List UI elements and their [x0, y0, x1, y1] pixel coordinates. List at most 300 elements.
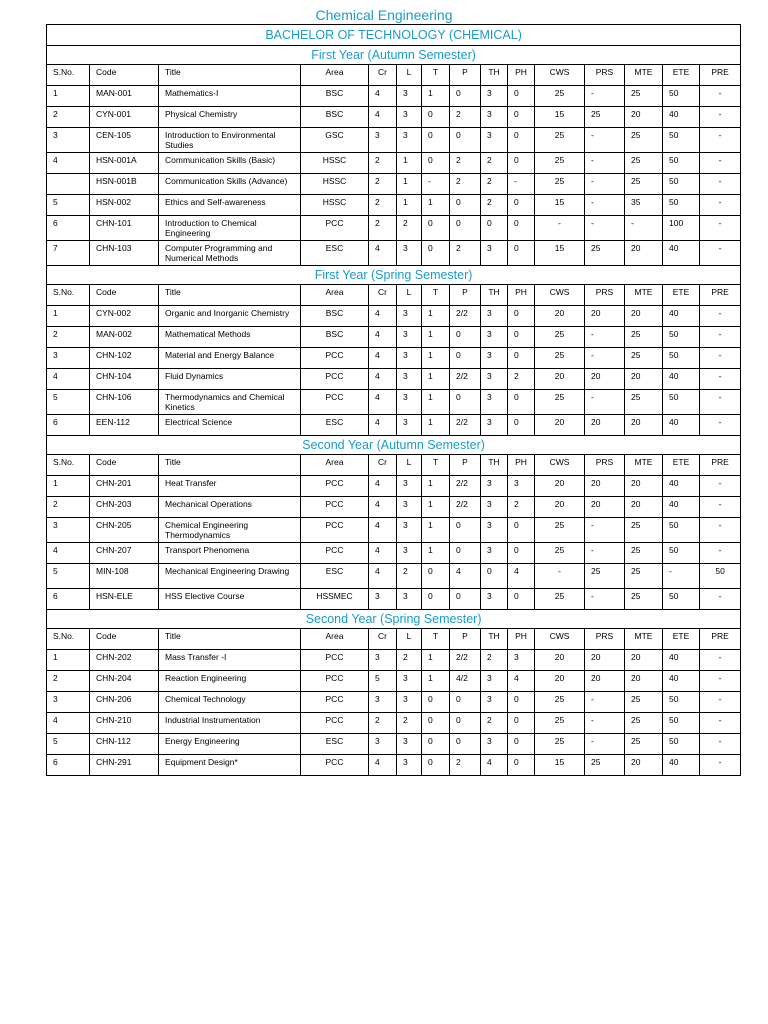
cell-t: 1	[422, 543, 450, 564]
column-header-area: Area	[301, 285, 369, 306]
cell-p: 2/2	[450, 369, 481, 390]
cell-p: 2	[450, 107, 481, 128]
cell-prs: -	[585, 216, 625, 241]
column-header-title: Title	[159, 629, 301, 650]
cell-code: EEN-112	[90, 415, 159, 436]
cell-p: 2	[450, 755, 481, 776]
column-header-area: Area	[301, 629, 369, 650]
cell-ete: 50	[663, 153, 700, 174]
cell-cws: 20	[535, 497, 585, 518]
cell-pre: -	[700, 755, 741, 776]
cell-mte: 25	[625, 543, 663, 564]
cell-mte: 25	[625, 86, 663, 107]
cell-ete: 50	[663, 128, 700, 153]
cell-cr: 2	[369, 713, 397, 734]
column-header-prs: PRS	[585, 629, 625, 650]
cell-th: 3	[481, 518, 508, 543]
cell-pre: 50	[700, 564, 741, 589]
cell-title: Introduction to Environmental Studies	[159, 128, 301, 153]
cell-sno: 3	[47, 128, 90, 153]
cell-cr: 4	[369, 107, 397, 128]
table-row	[47, 216, 741, 241]
cell-code: HSN-001B	[90, 174, 159, 195]
column-header-row	[47, 455, 741, 476]
cell-code: MAN-002	[90, 327, 159, 348]
cell-title: Mathematics-I	[159, 86, 301, 107]
cell-th: 3	[481, 369, 508, 390]
cell-l: 3	[397, 497, 422, 518]
cell-ph: 0	[508, 128, 535, 153]
cell-mte: 20	[625, 415, 663, 436]
cell-th: 3	[481, 671, 508, 692]
cell-ete: 50	[663, 518, 700, 543]
column-header-t: T	[422, 455, 450, 476]
cell-area: PCC	[301, 390, 369, 415]
column-header-title: Title	[159, 65, 301, 86]
cell-title: Communication Skills (Basic)	[159, 153, 301, 174]
table-row	[47, 128, 741, 153]
cell-th: 3	[481, 497, 508, 518]
cell-ete: 50	[663, 692, 700, 713]
column-header-prs: PRS	[585, 455, 625, 476]
cell-cws: 15	[535, 241, 585, 266]
cell-area: HSSMEC	[301, 589, 369, 610]
cell-cr: 4	[369, 348, 397, 369]
cell-l: 3	[397, 369, 422, 390]
cell-mte: 25	[625, 734, 663, 755]
table-row	[47, 306, 741, 327]
cell-th: 3	[481, 86, 508, 107]
column-header-p: P	[450, 455, 481, 476]
cell-area: PCC	[301, 216, 369, 241]
cell-t: 1	[422, 327, 450, 348]
cell-title: Material and Energy Balance	[159, 348, 301, 369]
cell-cws: 20	[535, 650, 585, 671]
cell-cr: 3	[369, 734, 397, 755]
cell-p: 0	[450, 195, 481, 216]
cell-ete: 40	[663, 755, 700, 776]
cell-ete: -	[663, 564, 700, 589]
column-header-p: P	[450, 65, 481, 86]
cell-area: PCC	[301, 713, 369, 734]
cell-ph: 0	[508, 348, 535, 369]
cell-t: 1	[422, 390, 450, 415]
cell-code: HSN-001A	[90, 153, 159, 174]
column-header-pre: PRE	[700, 455, 741, 476]
cell-ph: 0	[508, 415, 535, 436]
table-row	[47, 327, 741, 348]
cell-ete: 40	[663, 476, 700, 497]
cell-t: 1	[422, 369, 450, 390]
cell-t: 0	[422, 564, 450, 589]
column-header-ph: PH	[508, 455, 535, 476]
cell-t: 0	[422, 216, 450, 241]
cell-cws: 25	[535, 543, 585, 564]
cell-mte: 25	[625, 390, 663, 415]
table-row	[47, 518, 741, 543]
cell-sno: 4	[47, 153, 90, 174]
cell-cr: 4	[369, 390, 397, 415]
column-header-cr: Cr	[369, 285, 397, 306]
table-row	[47, 348, 741, 369]
cell-ph: 0	[508, 543, 535, 564]
cell-ph: 0	[508, 241, 535, 266]
section-heading: First Year (Spring Semester)	[47, 266, 741, 285]
cell-p: 2/2	[450, 306, 481, 327]
cell-th: 3	[481, 107, 508, 128]
cell-prs: -	[585, 153, 625, 174]
cell-cws: 25	[535, 692, 585, 713]
cell-area: PCC	[301, 476, 369, 497]
cell-sno: 2	[47, 107, 90, 128]
cell-ete: 50	[663, 390, 700, 415]
cell-th: 3	[481, 476, 508, 497]
section-heading: First Year (Autumn Semester)	[47, 46, 741, 65]
column-header-sno: S.No.	[47, 285, 90, 306]
cell-code: CHN-202	[90, 650, 159, 671]
cell-cr: 2	[369, 153, 397, 174]
column-header-code: Code	[90, 455, 159, 476]
cell-ete: 40	[663, 107, 700, 128]
section-heading-row	[47, 436, 741, 455]
column-header-t: T	[422, 285, 450, 306]
cell-l: 1	[397, 153, 422, 174]
column-header-cws: CWS	[535, 65, 585, 86]
column-header-l: L	[397, 65, 422, 86]
cell-area: PCC	[301, 369, 369, 390]
cell-pre: -	[700, 128, 741, 153]
cell-mte: 25	[625, 518, 663, 543]
cell-ete: 40	[663, 415, 700, 436]
cell-ete: 50	[663, 195, 700, 216]
cell-pre: -	[700, 650, 741, 671]
cell-l: 1	[397, 195, 422, 216]
cell-ete: 50	[663, 543, 700, 564]
table-row	[47, 369, 741, 390]
cell-th: 3	[481, 734, 508, 755]
cell-sno: 4	[47, 369, 90, 390]
cell-code: CHN-112	[90, 734, 159, 755]
cell-l: 3	[397, 415, 422, 436]
column-header-ete: ETE	[663, 629, 700, 650]
cell-mte: 25	[625, 128, 663, 153]
table-row	[47, 241, 741, 266]
column-header-ete: ETE	[663, 65, 700, 86]
cell-t: 0	[422, 241, 450, 266]
degree-banner: BACHELOR OF TECHNOLOGY (CHEMICAL)	[47, 25, 741, 46]
cell-sno: 6	[47, 589, 90, 610]
cell-l: 3	[397, 241, 422, 266]
column-header-code: Code	[90, 285, 159, 306]
cell-t: 1	[422, 415, 450, 436]
cell-prs: -	[585, 128, 625, 153]
cell-area: HSSC	[301, 174, 369, 195]
cell-code: CYN-001	[90, 107, 159, 128]
cell-th: 0	[481, 564, 508, 589]
column-header-p: P	[450, 285, 481, 306]
cell-title: Computer Programming and Numerical Methods	[159, 241, 301, 266]
cell-mte: 25	[625, 692, 663, 713]
cell-mte: 20	[625, 369, 663, 390]
cell-ete: 50	[663, 174, 700, 195]
table-row	[47, 713, 741, 734]
section-heading: Second Year (Spring Semester)	[47, 610, 741, 629]
cell-sno: 2	[47, 327, 90, 348]
cell-cws: 20	[535, 415, 585, 436]
cell-title: HSS Elective Course	[159, 589, 301, 610]
column-header-row	[47, 629, 741, 650]
table-row	[47, 589, 741, 610]
cell-cr: 4	[369, 497, 397, 518]
cell-prs: -	[585, 734, 625, 755]
column-header-t: T	[422, 65, 450, 86]
column-header-area: Area	[301, 455, 369, 476]
cell-cr: 3	[369, 692, 397, 713]
cell-th: 3	[481, 589, 508, 610]
column-header-cr: Cr	[369, 455, 397, 476]
cell-t: -	[422, 174, 450, 195]
cell-code: CHN-106	[90, 390, 159, 415]
cell-sno: 5	[47, 390, 90, 415]
column-header-pre: PRE	[700, 629, 741, 650]
cell-area: PCC	[301, 518, 369, 543]
cell-code: CHN-201	[90, 476, 159, 497]
cell-t: 1	[422, 348, 450, 369]
cell-sno: 3	[47, 518, 90, 543]
cell-title: Mechanical Engineering Drawing	[159, 564, 301, 589]
cell-p: 0	[450, 692, 481, 713]
cell-cws: 25	[535, 390, 585, 415]
column-header-cr: Cr	[369, 65, 397, 86]
cell-cws: 25	[535, 713, 585, 734]
cell-ph: 0	[508, 692, 535, 713]
column-header-th: TH	[481, 65, 508, 86]
cell-ete: 50	[663, 327, 700, 348]
section-heading-row	[47, 266, 741, 285]
cell-ete: 40	[663, 650, 700, 671]
cell-th: 0	[481, 216, 508, 241]
cell-t: 0	[422, 128, 450, 153]
cell-cws: 25	[535, 518, 585, 543]
cell-mte: 20	[625, 497, 663, 518]
cell-pre: -	[700, 518, 741, 543]
cell-pre: -	[700, 415, 741, 436]
cell-pre: -	[700, 306, 741, 327]
cell-code: CHN-103	[90, 241, 159, 266]
curriculum-table	[46, 24, 741, 776]
cell-ph: 0	[508, 713, 535, 734]
column-header-th: TH	[481, 455, 508, 476]
cell-p: 0	[450, 589, 481, 610]
cell-title: Mass Transfer -I	[159, 650, 301, 671]
cell-ph: 0	[508, 216, 535, 241]
cell-cr: 2	[369, 216, 397, 241]
cell-cws: 20	[535, 306, 585, 327]
cell-p: 4/2	[450, 671, 481, 692]
cell-prs: 25	[585, 241, 625, 266]
section-heading-row	[47, 610, 741, 629]
cell-cr: 4	[369, 518, 397, 543]
cell-cws: 25	[535, 327, 585, 348]
cell-t: 0	[422, 713, 450, 734]
cell-title: Physical Chemistry	[159, 107, 301, 128]
cell-ete: 100	[663, 216, 700, 241]
cell-pre: -	[700, 195, 741, 216]
cell-p: 0	[450, 713, 481, 734]
cell-l: 3	[397, 86, 422, 107]
cell-code: CHN-204	[90, 671, 159, 692]
column-header-l: L	[397, 629, 422, 650]
cell-th: 3	[481, 241, 508, 266]
cell-cr: 2	[369, 174, 397, 195]
cell-area: HSSC	[301, 195, 369, 216]
cell-title: Energy Engineering	[159, 734, 301, 755]
cell-t: 0	[422, 734, 450, 755]
cell-pre: -	[700, 589, 741, 610]
cell-cws: -	[535, 564, 585, 589]
column-header-pre: PRE	[700, 65, 741, 86]
cell-pre: -	[700, 174, 741, 195]
table-row	[47, 415, 741, 436]
cell-ete: 40	[663, 241, 700, 266]
cell-mte: 35	[625, 195, 663, 216]
table-row	[47, 153, 741, 174]
cell-sno: 6	[47, 216, 90, 241]
table-row	[47, 195, 741, 216]
cell-code: CYN-002	[90, 306, 159, 327]
cell-area: ESC	[301, 241, 369, 266]
cell-l: 3	[397, 348, 422, 369]
table-row	[47, 476, 741, 497]
cell-mte: 25	[625, 174, 663, 195]
cell-l: 2	[397, 713, 422, 734]
cell-prs: 20	[585, 476, 625, 497]
column-header-sno: S.No.	[47, 455, 90, 476]
cell-cr: 4	[369, 369, 397, 390]
cell-mte: 25	[625, 327, 663, 348]
cell-th: 3	[481, 327, 508, 348]
cell-prs: 20	[585, 306, 625, 327]
cell-area: PCC	[301, 692, 369, 713]
cell-ph: 0	[508, 153, 535, 174]
cell-prs: 20	[585, 369, 625, 390]
column-header-mte: MTE	[625, 285, 663, 306]
cell-title: Fluid Dynamics	[159, 369, 301, 390]
column-header-title: Title	[159, 455, 301, 476]
column-header-cws: CWS	[535, 455, 585, 476]
cell-sno: 5	[47, 195, 90, 216]
cell-p: 0	[450, 518, 481, 543]
cell-prs: -	[585, 589, 625, 610]
cell-title: Mathematical Methods	[159, 327, 301, 348]
cell-cws: 15	[535, 195, 585, 216]
cell-sno: 1	[47, 476, 90, 497]
cell-pre: -	[700, 153, 741, 174]
cell-code: CHN-210	[90, 713, 159, 734]
cell-sno: 7	[47, 241, 90, 266]
cell-cr: 4	[369, 415, 397, 436]
column-header-ph: PH	[508, 629, 535, 650]
cell-ete: 40	[663, 369, 700, 390]
cell-code: MAN-001	[90, 86, 159, 107]
cell-ph: 2	[508, 497, 535, 518]
table-row	[47, 692, 741, 713]
table-row	[47, 755, 741, 776]
cell-p: 0	[450, 327, 481, 348]
cell-prs: -	[585, 713, 625, 734]
cell-mte: 25	[625, 153, 663, 174]
cell-ph: 0	[508, 734, 535, 755]
cell-ph: 0	[508, 195, 535, 216]
column-header-cws: CWS	[535, 629, 585, 650]
cell-th: 3	[481, 692, 508, 713]
cell-t: 0	[422, 153, 450, 174]
column-header-prs: PRS	[585, 65, 625, 86]
column-header-sno: S.No.	[47, 629, 90, 650]
cell-mte: 20	[625, 306, 663, 327]
cell-area: PCC	[301, 543, 369, 564]
cell-cr: 4	[369, 755, 397, 776]
cell-p: 0	[450, 543, 481, 564]
cell-th: 3	[481, 128, 508, 153]
cell-cr: 3	[369, 650, 397, 671]
cell-l: 3	[397, 390, 422, 415]
cell-prs: -	[585, 86, 625, 107]
cell-prs: 20	[585, 415, 625, 436]
cell-th: 3	[481, 306, 508, 327]
cell-code: CHN-101	[90, 216, 159, 241]
degree-banner-row	[47, 25, 741, 46]
curriculum-table-body	[47, 25, 741, 776]
cell-title: Reaction Engineering	[159, 671, 301, 692]
column-header-p: P	[450, 629, 481, 650]
cell-ph: 0	[508, 755, 535, 776]
table-row	[47, 650, 741, 671]
column-header-row	[47, 285, 741, 306]
cell-t: 0	[422, 692, 450, 713]
cell-cws: 20	[535, 369, 585, 390]
cell-p: 2	[450, 174, 481, 195]
cell-ph: -	[508, 174, 535, 195]
cell-mte: 20	[625, 755, 663, 776]
cell-pre: -	[700, 713, 741, 734]
cell-prs: 20	[585, 671, 625, 692]
cell-t: 0	[422, 107, 450, 128]
cell-th: 4	[481, 755, 508, 776]
cell-th: 2	[481, 195, 508, 216]
cell-cws: 20	[535, 476, 585, 497]
cell-t: 1	[422, 518, 450, 543]
column-header-area: Area	[301, 65, 369, 86]
cell-p: 4	[450, 564, 481, 589]
cell-cr: 4	[369, 306, 397, 327]
cell-area: HSSC	[301, 153, 369, 174]
column-header-ph: PH	[508, 285, 535, 306]
cell-ph: 4	[508, 671, 535, 692]
cell-title: Mechanical Operations	[159, 497, 301, 518]
cell-pre: -	[700, 327, 741, 348]
cell-prs: -	[585, 327, 625, 348]
cell-ph: 0	[508, 107, 535, 128]
cell-l: 3	[397, 518, 422, 543]
cell-sno: 4	[47, 713, 90, 734]
cell-title: Chemical Technology	[159, 692, 301, 713]
cell-area: ESC	[301, 734, 369, 755]
cell-t: 1	[422, 195, 450, 216]
cell-p: 0	[450, 216, 481, 241]
cell-cr: 4	[369, 86, 397, 107]
cell-title: Heat Transfer	[159, 476, 301, 497]
